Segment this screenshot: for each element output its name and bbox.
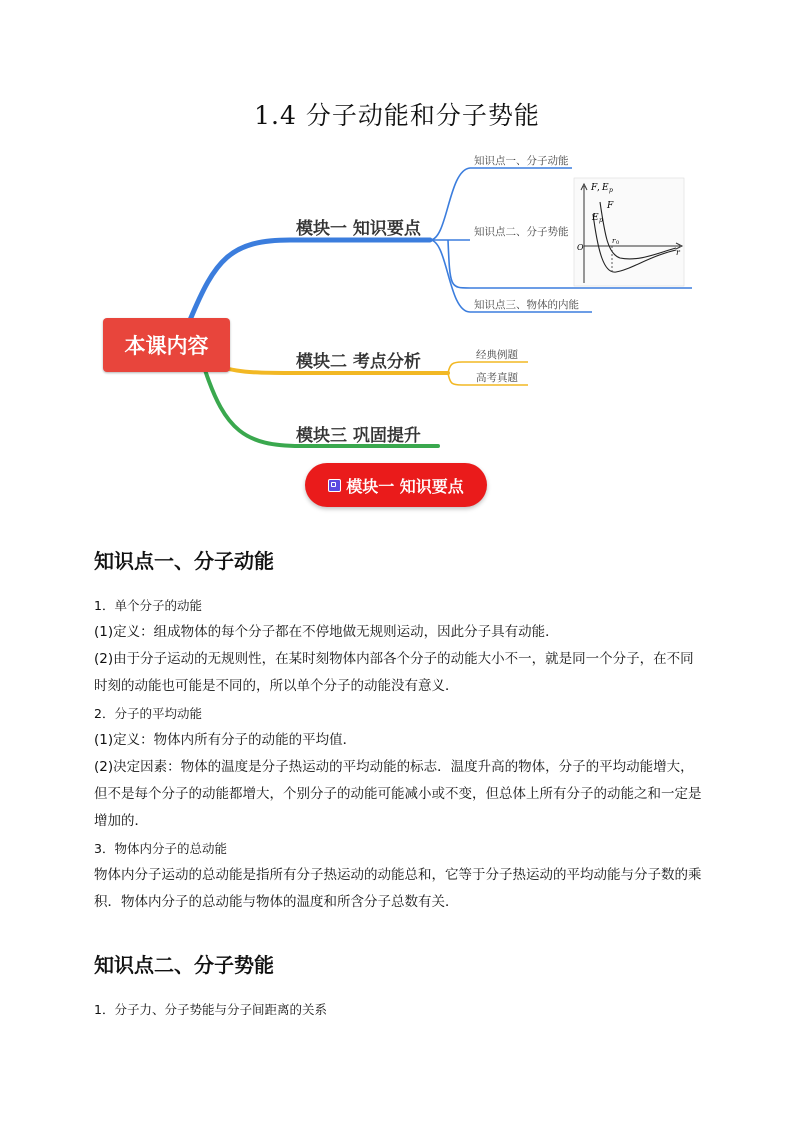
leaf-exam-questions: 高考真题: [476, 372, 518, 384]
subheading: 1．分子力、分子势能与分子间距离的关系: [94, 1002, 327, 1017]
subheading: 3．物体内分子的总动能: [94, 841, 227, 856]
module-1-button-label: 模块一 知识要点: [346, 476, 464, 496]
svg-text:p: p: [599, 217, 603, 224]
branch-module-3: 模块三 巩固提升: [296, 426, 421, 446]
section-1-body: [94, 592, 704, 916]
leaf-knowledge-3: 知识点三、物体的内能: [474, 299, 579, 311]
paragraph: (2)决定因素：物体的温度是分子热运动的平均动能的标志．温度升高的物体，分子的平均动能增大，但不是每个分子的动能都增大，个别分子的动能可能减小或不变，但总体上所有分子的动能之和一定是增加的．: [94, 759, 702, 829]
x-axis-label: r: [676, 248, 680, 257]
force-energy-graph: [574, 178, 684, 286]
r0-label: r: [612, 237, 616, 245]
branch-line-1: [190, 240, 430, 320]
y-axis-label-ep: E: [602, 183, 609, 193]
svg-text:,: ,: [597, 183, 600, 193]
subheading: 1．单个分子的动能: [94, 598, 202, 613]
svg-text:p: p: [609, 187, 613, 194]
page-title: 1.4 分子动能和分子势能: [254, 101, 540, 130]
section-heading-1: 知识点一、分子动能: [94, 549, 274, 573]
y-axis-label-f: F: [591, 183, 598, 193]
section-heading-2: 知识点二、分子势能: [94, 953, 274, 977]
leaf-knowledge-2: 知识点二、分子势能: [474, 226, 569, 238]
leaf-examples: 经典例题: [476, 349, 518, 361]
mindmap-diagram: [0, 140, 794, 460]
paragraph: (1)定义：组成物体的每个分子都在不停地做无规则运动，因此分子具有动能．: [94, 624, 559, 640]
branch-module-1: 模块一 知识要点: [296, 219, 421, 239]
svg-text:0: 0: [616, 240, 620, 246]
subheading: 2．分子的平均动能: [94, 706, 202, 721]
leaf-knowledge-1: 知识点一、分子动能: [474, 155, 569, 167]
paragraph: (2)由于分子运动的无规则性，在某时刻物体内部各个分子的动能大小不一，就是同一个分子，在不同时刻的动能也可能是不同的，所以单个分子的动能没有意义．: [94, 651, 694, 694]
paragraph: (1)定义：物体内所有分子的动能的平均值．: [94, 732, 357, 748]
module-icon: [328, 479, 341, 492]
curve-label-ep: E: [592, 213, 599, 223]
branch-module-2: 模块二 考点分析: [296, 352, 421, 372]
curve-label-f: F: [607, 201, 614, 211]
section-2-body: [94, 996, 704, 1023]
mindmap-root: 本课内容: [103, 318, 230, 372]
origin-label: O: [577, 243, 584, 252]
paragraph: 物体内分子运动的总动能是指所有分子热运动的动能总和，它等于分子热运动的平均动能与分子数的乘积．物体内分子的总动能与物体的温度和所含分子总数有关．: [94, 867, 702, 910]
module-1-button[interactable]: [305, 463, 487, 507]
